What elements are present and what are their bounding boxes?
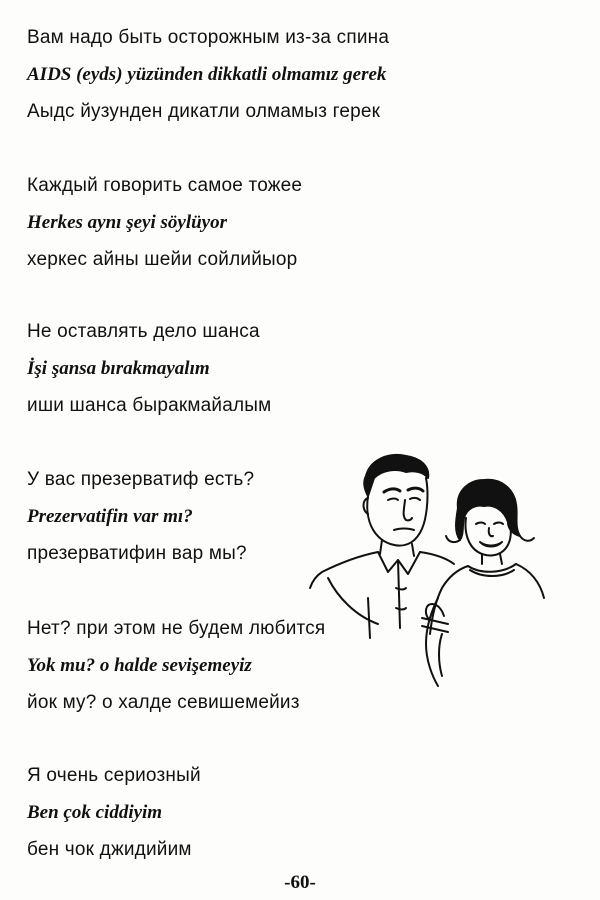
turkish-phrase: Yok mu? o halde sevişemeyiz — [27, 655, 252, 676]
transliteration-phrase: херкес айны шейи сойлийыор — [27, 249, 298, 270]
transliteration-phrase: йок му? о халде севишемейиз — [27, 692, 300, 713]
russian-phrase: Вам надо быть осторожным из-за спина — [27, 27, 390, 48]
transliteration-phrase: бен чок джидийим — [27, 839, 192, 860]
russian-phrase: У вас презерватиф есть? — [27, 469, 255, 490]
russian-phrase: Каждый говорить самое тожее — [27, 175, 303, 196]
phrase-block — [27, 19, 427, 130]
phrase-block — [27, 313, 427, 424]
turkish-phrase: Herkes aynı şeyi söylüyor — [27, 212, 228, 233]
turkish-phrase: AIDS (eyds) yüzünden dikkatli olmamız gerek — [27, 64, 387, 85]
turkish-phrase: İşi şansa bırakmayalım — [27, 358, 210, 379]
transliteration-phrase: Аыдс йузунден дикатли олмамыз герек — [27, 101, 381, 122]
page-number: -60- — [284, 872, 316, 893]
russian-phrase: Нет? при этом не будем любится — [27, 618, 326, 639]
woman-face — [466, 518, 511, 555]
russian-phrase: Я очень сериозный — [27, 765, 201, 786]
transliteration-phrase: презерватифин вар мы? — [27, 543, 247, 564]
russian-phrase: Не оставлять дело шанса — [27, 321, 260, 342]
couple-illustration — [308, 448, 548, 688]
phrase-block — [27, 757, 427, 868]
turkish-phrase: Ben çok ciddiyim — [27, 802, 163, 823]
turkish-phrase: Prezervatifin var mı? — [27, 506, 193, 527]
phrase-block — [27, 167, 427, 278]
transliteration-phrase: иши шанса быракмайалым — [27, 395, 272, 416]
